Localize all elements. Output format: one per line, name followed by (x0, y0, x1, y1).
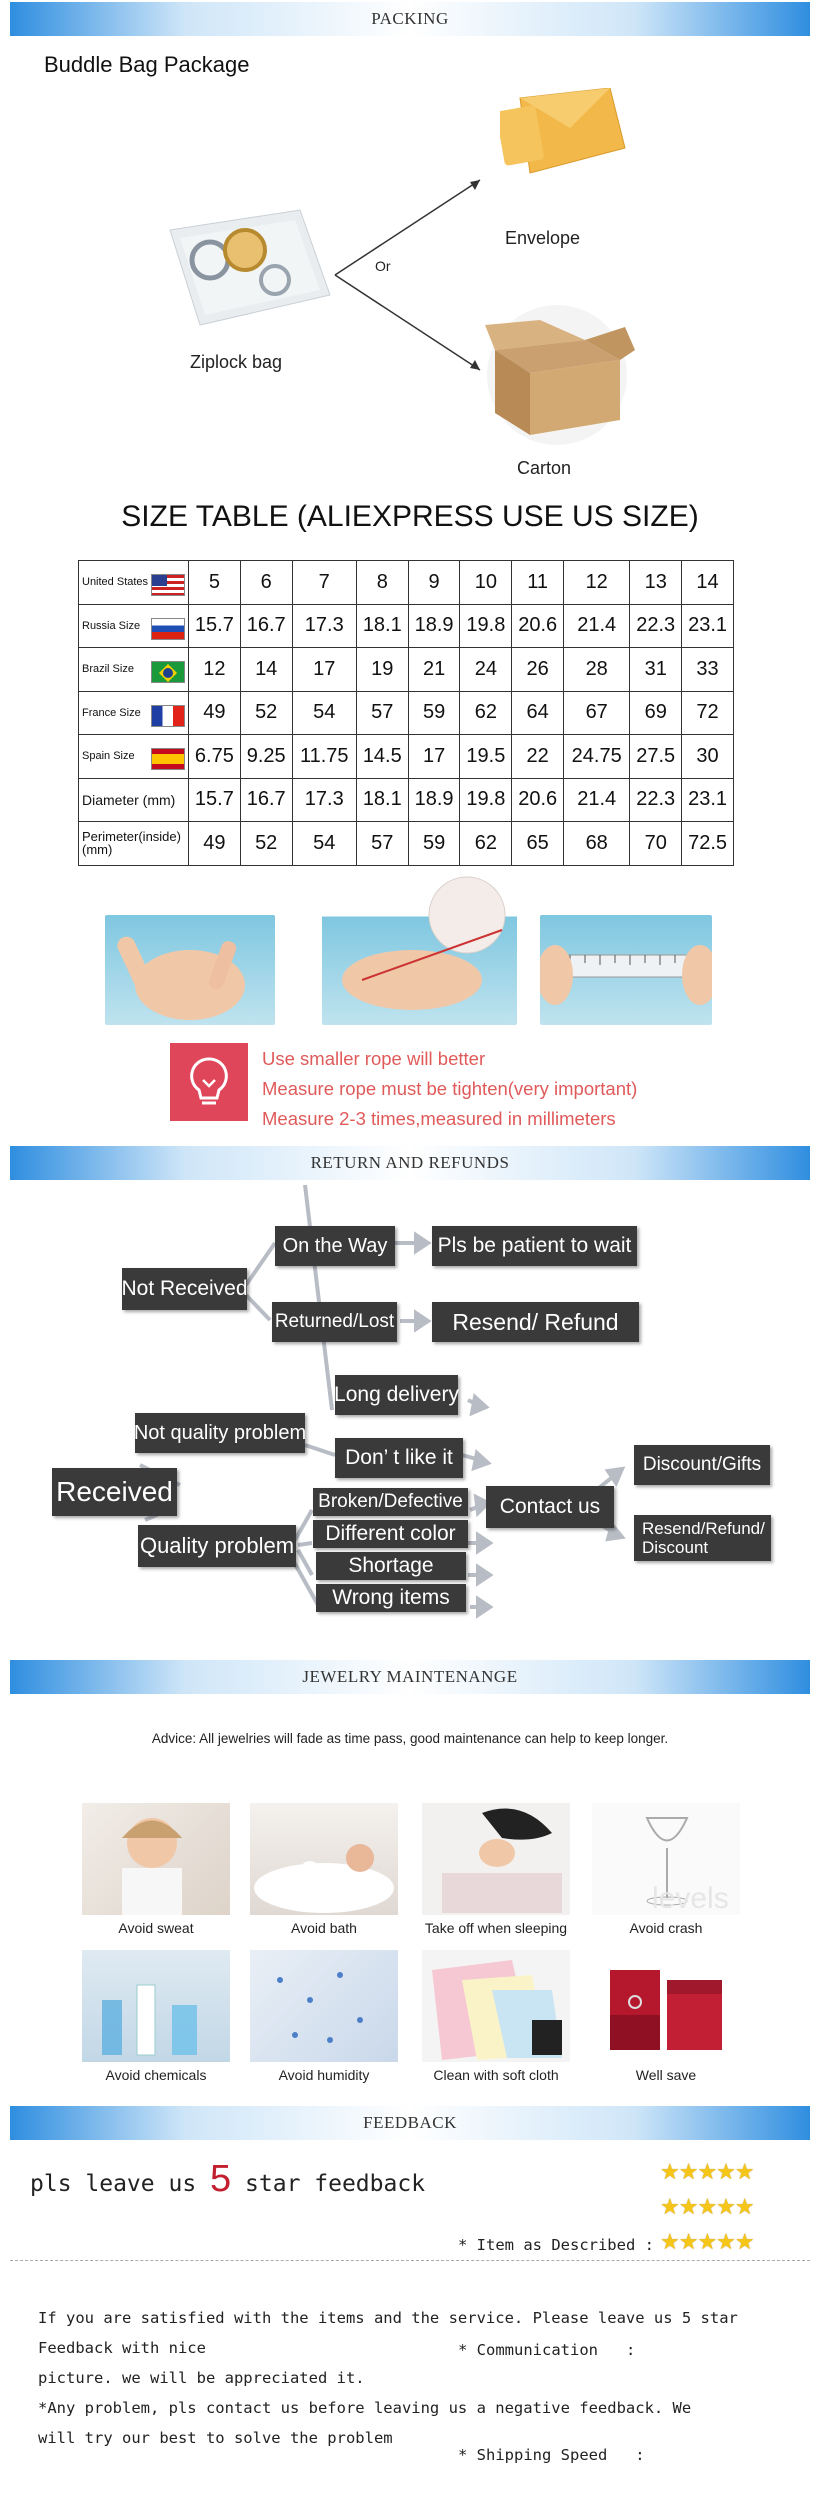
us-flag-icon (151, 574, 185, 596)
lightbulb-icon (170, 1043, 248, 1121)
discount-gifts-box: Discount/Gifts (634, 1445, 770, 1485)
row-label: Perimeter(inside) (mm) (79, 822, 189, 866)
size-table-title: SIZE TABLE (ALIEXPRESS USE US SIZE) (121, 500, 699, 533)
well-save-image (592, 1950, 740, 2062)
table-row: United States 5 6 7 8 9 10 11 12 13 14 (79, 561, 734, 605)
measure-tips (262, 1044, 637, 1134)
star-rating-icon: ★★★★★ (660, 2194, 754, 2219)
resend-refund-box: Resend/ Refund (432, 1302, 639, 1342)
measure-photo-rope (322, 870, 517, 1025)
packing-arrows (330, 170, 490, 380)
size-table (78, 560, 734, 866)
on-the-way-box: On the Way (275, 1226, 395, 1266)
russia-flag-icon (151, 618, 185, 640)
feedback-stars (660, 2154, 754, 2259)
soft-cloth-image (422, 1950, 570, 2062)
broken-defective-box: Broken/Defective (313, 1488, 468, 1516)
wrong-items-box: Wrong items (316, 1584, 466, 1612)
long-delivery-box: Long delivery (335, 1375, 458, 1415)
feedback-band (10, 2106, 810, 2140)
envelope-image (500, 88, 630, 183)
packing-band (10, 2, 810, 36)
dont-like-it-box: Don’ t like it (335, 1438, 463, 1478)
table-row: Perimeter(inside) (mm) 49 52 54 57 59 62 65 68 70 72.5 (79, 822, 734, 866)
packing-band-title: PACKING (371, 9, 449, 28)
measure-photo-ruler (540, 915, 712, 1025)
avoid-sweat-image (82, 1803, 230, 1915)
returned-lost-box: Returned/Lost (272, 1302, 397, 1342)
received-box: Received (52, 1468, 177, 1516)
avoid-humidity-caption: Avoid humidity (278, 2067, 370, 2083)
criterion-communication: * Communication : (458, 2341, 636, 2359)
divider (10, 2260, 810, 2261)
carton-label: Carton (517, 458, 572, 478)
avoid-bath-caption: Avoid bath (291, 1920, 357, 1936)
avoid-crash-caption: Avoid crash (629, 1920, 703, 1936)
row-label: France Size (79, 691, 189, 735)
brazil-flag-icon (151, 661, 185, 683)
table-row: Diameter (mm) 15.7 16.7 17.3 18.1 18.9 19.8 20.6 21.4 22.3 23.1 (79, 778, 734, 822)
contact-us-box: Contact us (486, 1486, 614, 1528)
different-color-box: Different color (313, 1520, 468, 1548)
envelope-label: Envelope (505, 228, 581, 248)
row-label: Brazil Size (79, 648, 189, 692)
row-label: Spain Size (79, 735, 189, 779)
returns-band-title: RETURN AND REFUNDS (310, 1153, 510, 1172)
carton-image (475, 305, 640, 445)
note-line-2: picture. we will be appreciated it. (38, 2369, 365, 2387)
feedback-headline (30, 2158, 425, 2201)
avoid-sweat-caption: Avoid sweat (118, 1920, 194, 1936)
table-row: Brazil Size 12 14 17 19 21 24 26 28 31 33 (79, 648, 734, 692)
france-flag-icon (151, 705, 185, 727)
soft-cloth-caption: Clean with soft cloth (433, 2067, 559, 2083)
take-off-sleeping-caption: Take off when sleeping (424, 1920, 568, 1936)
not-quality-problem-box: Not quality problem (135, 1413, 305, 1453)
avoid-crash-image (592, 1803, 740, 1915)
take-off-sleeping-image (422, 1803, 570, 1915)
feedback-note (38, 2303, 820, 2453)
avoid-bath-image (250, 1803, 398, 1915)
note-line-4: will try our best to solve the problem (38, 2429, 393, 2447)
star-rating-icon: ★★★★★ (660, 2229, 754, 2254)
maintenance-advice: Advice: All jewelries will fade as time pass, good maintenance can help to keep longer. (151, 1731, 669, 1746)
row-label: Diameter (mm) (79, 778, 189, 822)
ziplock-label: Ziplock bag (190, 352, 283, 372)
tip-2: Measure rope must be tighten(very important) (262, 1078, 638, 1099)
tip-1: Use smaller rope will better (262, 1048, 486, 1069)
svg-text:levels: levels (652, 1882, 729, 1915)
row-label: Russia Size (79, 604, 189, 648)
quality-problem-box: Quality problem (138, 1525, 296, 1567)
table-row: Russia Size 15.7 16.7 17.3 18.1 18.9 19.8 20.6 21.4 22.3 23.1 (79, 604, 734, 648)
not-received-box: Not Received (122, 1268, 247, 1310)
avoid-chemicals-caption: Avoid chemicals (105, 2067, 207, 2083)
packing-title: Buddle Bag Package (44, 52, 250, 77)
spain-flag-icon (151, 748, 185, 770)
returns-band (10, 1146, 810, 1180)
feedback-band-title: FEEDBACK (363, 2113, 457, 2132)
note-line-3: *Any problem, pls contact us before leaving us a negative feedback. We (38, 2399, 692, 2417)
resend-refund-discount-box: Resend/Refund/ Discount (634, 1515, 771, 1561)
row-label: United States (79, 561, 189, 605)
tip-3: Measure 2-3 times,measured in millimeters (262, 1108, 616, 1129)
headline-five: 5 (210, 2158, 232, 2200)
maintenance-band-title: JEWELRY MAINTENANGE (302, 1667, 518, 1686)
table-row: France Size 49 52 54 57 59 62 64 67 69 72 (79, 691, 734, 735)
ziplock-bag-image (150, 200, 335, 335)
well-save-caption: Well save (635, 2067, 697, 2083)
note-line-1: If you are satisfied with the items and the service. Please leave us 5 star Feedback with nice (38, 2309, 738, 2357)
maintenance-band (10, 1660, 810, 1694)
headline-pre: pls leave us (30, 2171, 197, 2197)
criterion-item-described: * Item as Described : (458, 2236, 654, 2254)
avoid-humidity-image (250, 1950, 398, 2062)
avoid-chemicals-image (82, 1950, 230, 2062)
star-rating-icon: ★★★★★ (660, 2159, 754, 2184)
measure-photo-finger (105, 915, 275, 1025)
or-label: Or (375, 258, 391, 274)
be-patient-box: Pls be patient to wait (432, 1226, 637, 1266)
headline-post: star feedback (245, 2171, 426, 2197)
criterion-shipping-speed: * Shipping Speed : (458, 2446, 645, 2464)
table-row: Spain Size 6.75 9.25 11.75 14.5 17 19.5 22 24.75 27.5 30 (79, 735, 734, 779)
shortage-box: Shortage (316, 1552, 466, 1580)
